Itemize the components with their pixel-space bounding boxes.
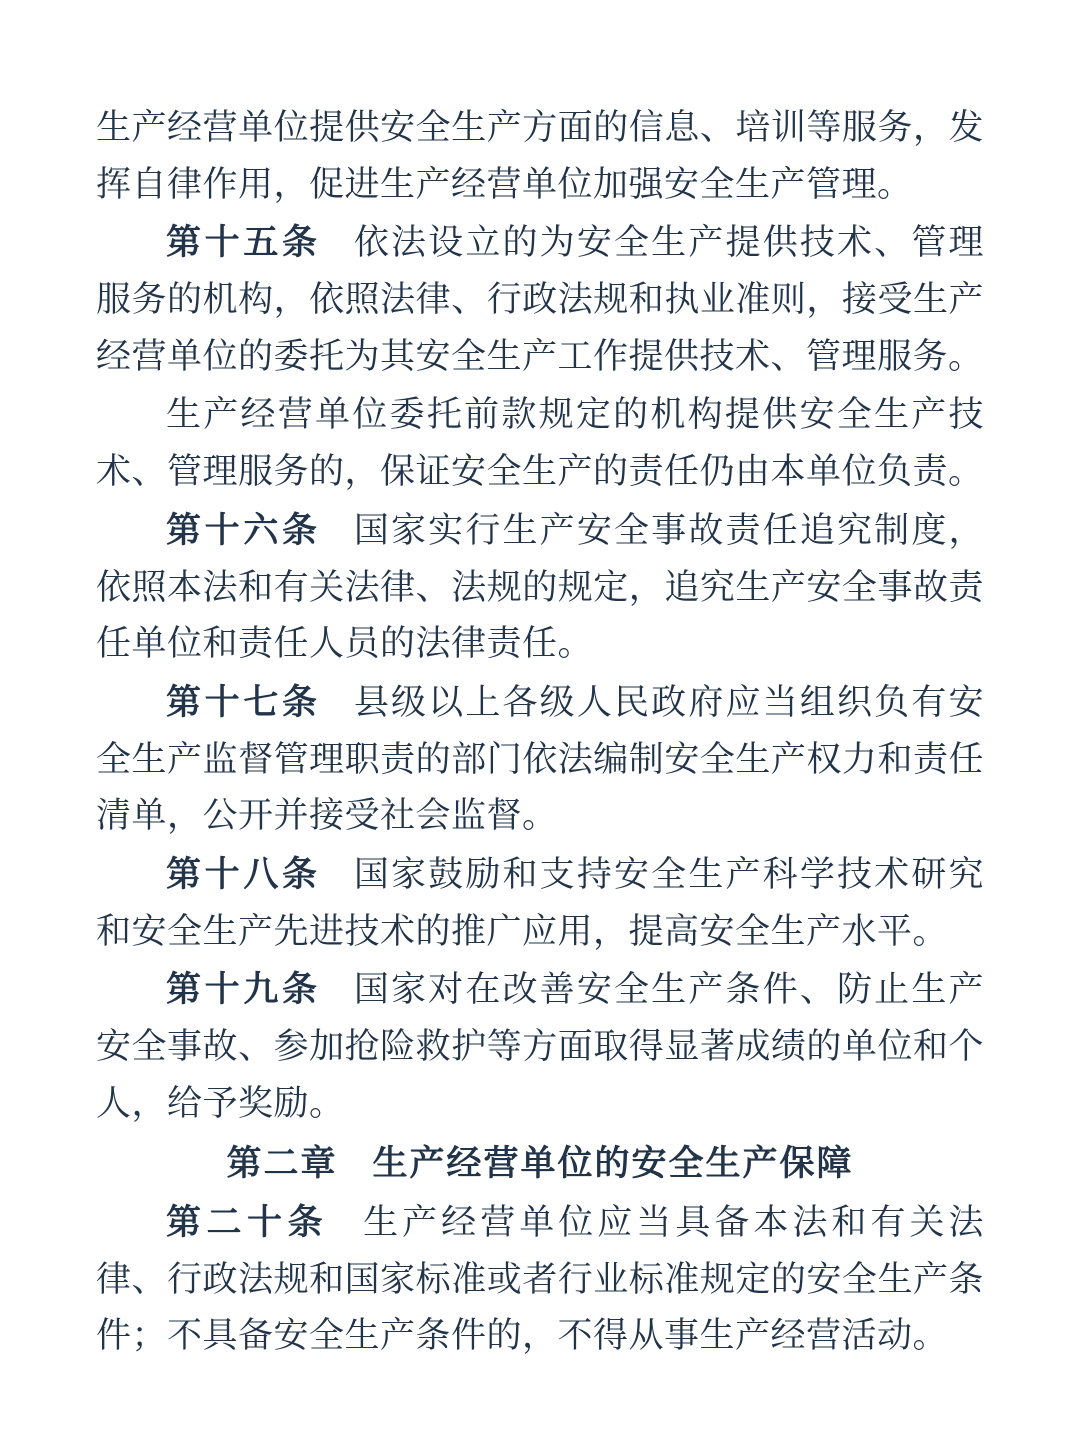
paragraph-15-2: [96, 387, 984, 500]
paragraph-text: 生产经营单位提供安全生产方面的信息、培训等服务，发挥自律作用，促进生产经营单位加强安全生产管理。: [96, 108, 984, 205]
article-20: [96, 1195, 984, 1365]
paragraph-continued: [96, 100, 984, 213]
chapter-number: 第二章: [226, 1143, 338, 1185]
article-text: 国家对在改善安全生产条件、防止生产安全事故、参加抢险救护等方面取得显著成绩的单位和个人，给予奖励。: [96, 970, 984, 1124]
article-15: [96, 215, 984, 385]
article-text: 国家鼓励和支持安全生产科学技术研究和安全生产先进技术的推广应用，提高安全生产水平。: [96, 854, 984, 952]
article-label: 第十五条: [166, 222, 321, 264]
paragraph-text: 生产经营单位委托前款规定的机构提供安全生产技术、管理服务的，保证安全生产的责任仍由本单位负责。: [96, 395, 984, 493]
document-body: [96, 100, 984, 1365]
article-text: 县级以上各级人民政府应当组织负有安全生产监督管理职责的部门依法编制安全生产权力和责任清单，公开并接受社会监督。: [96, 682, 984, 837]
article-text: 生产经营单位应当具备本法和有关法律、行政法规和国家标准或者行业标准规定的安全生产条件；不具备安全生产条件的，不得从事生产经营活动。: [96, 1203, 984, 1357]
chapter-title: [96, 1136, 984, 1193]
article-label: 第二十条: [166, 1202, 329, 1244]
article-label: 第十七条: [166, 681, 321, 723]
article-text: 依法设立的为安全生产提供技术、管理服务的机构，依照法律、行政法规和执业准则，接受生产经营单位的委托为其安全生产工作提供技术、管理服务。: [96, 223, 984, 377]
article-text: 国家实行生产安全事故责任追究制度，依照本法和有关法律、法规的规定，追究生产安全事故责任单位和责任人员的法律责任。: [96, 510, 984, 665]
article-label: 第十六条: [166, 509, 321, 551]
chapter-name: 生产经营单位的安全生产保障: [372, 1143, 854, 1185]
article-16: [96, 503, 984, 673]
article-17: [96, 675, 984, 845]
article-18: [96, 847, 984, 960]
article-label: 第十九条: [166, 969, 321, 1011]
article-label: 第十八条: [166, 853, 321, 895]
article-19: [96, 962, 984, 1132]
